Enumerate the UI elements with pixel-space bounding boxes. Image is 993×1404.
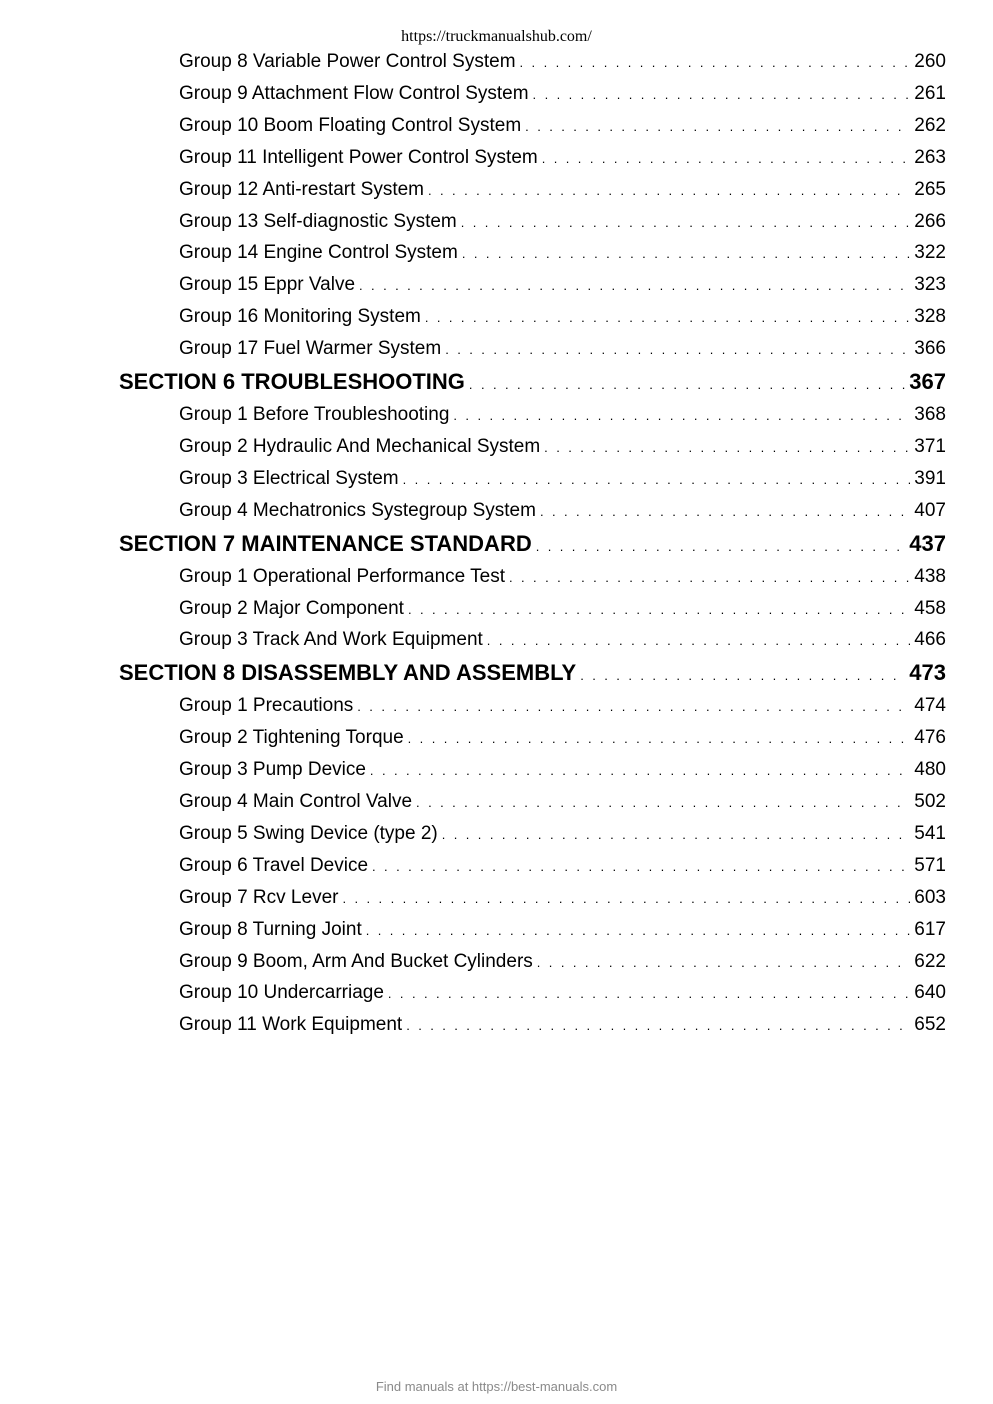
toc-group-title: Group 1 Precautions [179,695,354,717]
toc-group-title: Group 17 Fuel Warmer System [179,338,442,360]
toc-section-row[interactable] [119,656,946,690]
toc-group-row[interactable] [179,495,946,527]
toc-page-number: 260 [914,51,946,72]
toc-dot-leader [428,175,910,207]
toc-dot-leader [544,432,910,464]
toc-dot-leader [388,978,910,1010]
toc-section-title: SECTION 8 DISASSEMBLY AND ASSEMBLY [119,660,577,686]
toc-group-title: Group 3 Pump Device [179,759,366,781]
toc-group-title: Group 9 Attachment Flow Control System [179,82,529,104]
toc-group-title: Group 2 Tightening Torque [179,727,404,749]
toc-dot-leader [445,334,910,366]
toc-dot-leader [406,1010,910,1042]
toc-page-number: 476 [914,727,946,749]
toc-group-title: Group 15 Eppr Valve [179,274,356,296]
toc-group-row[interactable] [179,946,946,978]
toc-dot-leader [509,562,910,594]
toc-group-title: Group 8 Turning Joint [179,918,362,940]
toc-group-row[interactable] [179,237,946,269]
toc-group-title: Group 14 Engine Control System [179,242,458,264]
toc-dot-leader [520,47,911,79]
toc-dot-leader [408,723,911,755]
toc-page-number: 458 [914,597,946,619]
toc-group-title: Group 4 Main Control Valve [179,791,413,812]
toc-group-title: Group 3 Track And Work Equipment [179,629,483,651]
toc-group-title: Group 4 Mechatronics Systegroup System [179,499,536,521]
toc-group-row[interactable] [179,722,946,754]
toc-group-row[interactable] [179,593,946,625]
toc-dot-leader [461,207,911,239]
toc-page-number: 328 [914,306,946,328]
toc-dot-leader [403,464,911,496]
toc-page-number: 323 [914,274,946,296]
toc-group-row[interactable] [179,431,946,463]
toc-dot-leader [372,851,910,883]
toc-page-number: 366 [914,338,946,360]
toc-group-row[interactable] [179,786,946,818]
toc-group-title: Group 8 Variable Power Control System [179,51,516,72]
footer-text: Find manuals at https://best-manuals.com [375,1379,618,1394]
toc-group-title: Group 9 Boom, Arm And Bucket Cylinders [179,950,533,972]
toc-group-row[interactable] [179,301,946,333]
toc-dot-leader [357,691,910,723]
toc-page-number: 322 [914,242,946,264]
toc-dot-leader [359,270,910,302]
toc-page-number: 368 [914,404,946,425]
toc-group-title: Group 6 Travel Device [179,854,369,876]
toc-page-number: 603 [914,886,946,908]
toc-dot-leader [542,143,911,175]
toc-page-number: 266 [914,210,946,232]
toc-page-number: 391 [914,467,946,489]
toc-page-number: 571 [914,854,946,876]
toc-dot-leader [580,659,905,693]
toc-group-title: Group 13 Self-diagnostic System [179,210,457,232]
toc-group-title: Group 5 Swing Device (type 2) [179,822,438,844]
toc-group-row[interactable] [179,333,946,365]
toc-page-number: 438 [914,565,946,587]
toc-dot-leader [370,755,910,787]
toc-group-title: Group 1 Before Troubleshooting [179,404,450,425]
toc-page-number: 437 [909,530,946,556]
toc-dot-leader [469,368,905,402]
toc-dot-leader [462,238,910,270]
toc-group-row[interactable] [179,850,946,882]
toc-group-row[interactable] [179,78,946,110]
toc-group-row[interactable] [179,818,946,850]
toc-group-title: Group 11 Work Equipment [179,1014,403,1036]
toc-group-row[interactable] [179,174,946,206]
toc-group-title: Group 2 Hydraulic And Mechanical System [179,435,541,457]
toc-page-number: 407 [914,499,946,521]
toc-group-title: Group 11 Intelligent Power Control System [179,146,538,168]
toc-group-row[interactable] [179,977,946,1009]
toc-dot-leader [487,625,911,657]
toc-page-number: 371 [914,435,946,457]
toc-page-number: 263 [914,146,946,168]
toc-dot-leader [453,400,910,432]
toc-dot-leader [525,111,910,143]
toc-group-title: Group 10 Undercarriage [179,982,384,1004]
toc-page-number: 473 [909,660,946,686]
toc-section-row[interactable] [119,365,946,399]
toc-group-row[interactable] [179,690,946,722]
toc-group-title: Group 7 Rcv Lever [179,886,339,908]
toc-group-row[interactable] [179,399,946,431]
header-url: https://truckmanualshub.com/ [401,28,592,45]
toc-group-title: Group 2 Major Component [179,597,404,619]
toc-group-title: Group 10 Boom Floating Control System [179,114,522,136]
toc-page-number: 541 [914,822,946,844]
toc-page-number: 617 [914,918,946,940]
toc-dot-leader [533,79,911,111]
toc-page-number: 261 [914,82,946,104]
toc-group-row[interactable] [179,882,946,914]
toc-dot-leader [416,787,910,819]
toc-page-number: 466 [914,629,946,651]
toc-dot-leader [342,883,910,915]
toc-dot-leader [408,594,910,626]
toc-page-number: 652 [914,1014,946,1036]
toc-page-number: 265 [914,178,946,200]
toc-dot-leader [442,819,911,851]
toc-group-row[interactable] [179,110,946,142]
toc-page-number: 622 [914,950,946,972]
toc-section-title: SECTION 6 TROUBLESHOOTING [119,369,465,394]
toc-group-row[interactable] [179,142,946,174]
toc-group-title: Group 16 Monitoring System [179,306,421,328]
toc-dot-leader [540,496,910,528]
toc-dot-leader [537,947,911,979]
toc-group-row[interactable] [179,624,946,656]
toc-group-row[interactable] [179,1009,946,1041]
toc-section-title: SECTION 7 MAINTENANCE STANDARD [119,530,532,556]
toc-dot-leader [425,302,910,334]
toc-dot-leader [536,530,906,564]
toc-group-row[interactable] [179,46,946,78]
toc-page-number: 502 [914,791,946,812]
toc-group-row[interactable] [179,269,946,301]
toc-page-number: 367 [909,369,946,394]
toc-page-number: 474 [914,695,946,717]
toc-group-row[interactable] [179,754,946,786]
toc-page-number: 640 [914,982,946,1004]
toc-page-number: 262 [914,114,946,136]
toc-section-row[interactable] [119,527,946,561]
toc-dot-leader [366,915,911,947]
toc-group-row[interactable] [179,463,946,495]
toc-group-title: Group 1 Operational Performance Test [179,565,505,587]
toc-group-row[interactable] [179,914,946,946]
toc-group-row[interactable] [179,561,946,593]
toc-group-row[interactable] [179,206,946,238]
toc-group-title: Group 3 Electrical System [179,467,399,489]
toc-group-title: Group 12 Anti-restart System [179,178,424,200]
toc-page-number: 480 [914,759,946,781]
